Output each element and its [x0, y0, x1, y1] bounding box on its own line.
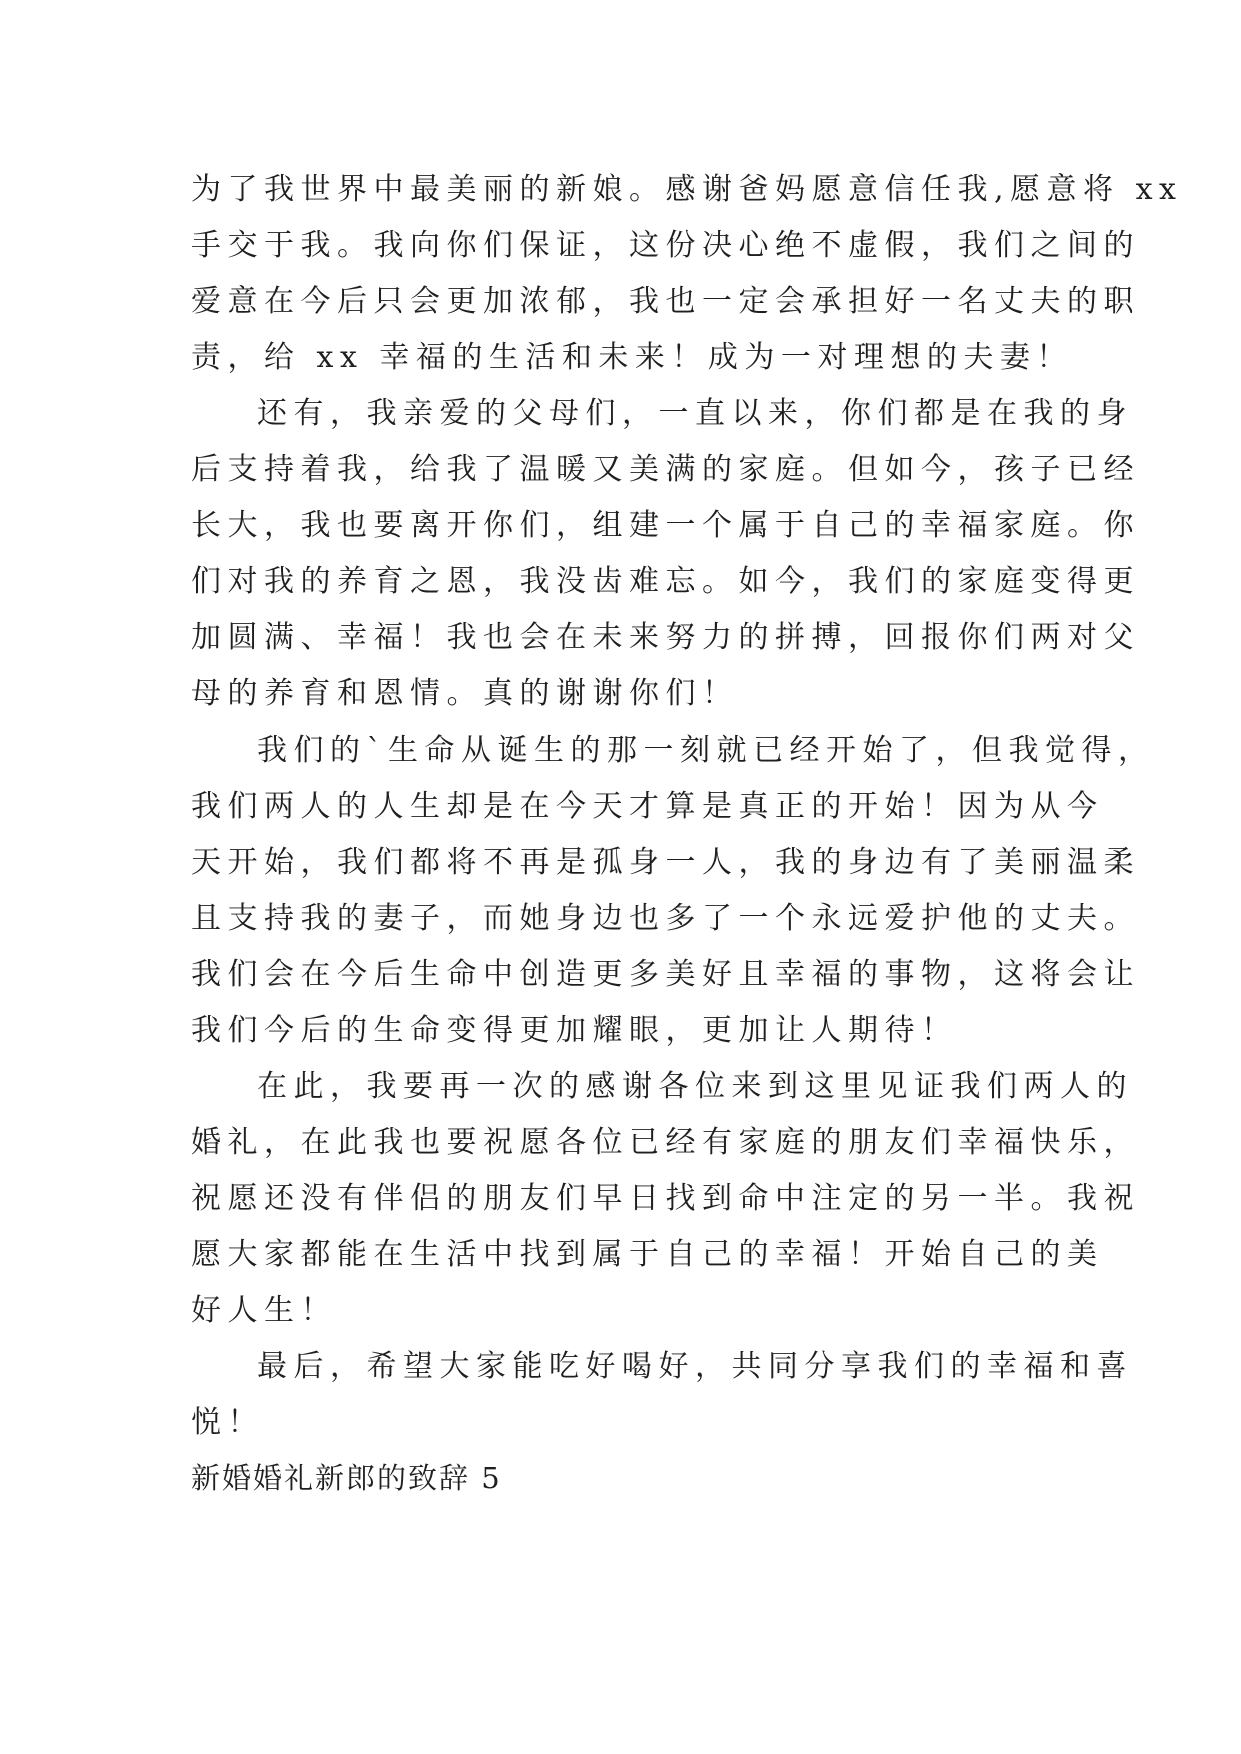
- paragraph-line: 长大，我也要离开你们，组建一个属于自己的幸福家庭。你: [191, 508, 1140, 543]
- paragraph-line: 婚礼，在此我也要祝愿各位已经有家庭的朋友们幸福快乐，: [191, 1125, 1140, 1160]
- paragraph-line: 好人生！: [191, 1293, 337, 1328]
- paragraph-line: 祝愿还没有伴侣的朋友们早日找到命中注定的另一半。我祝: [191, 1181, 1140, 1216]
- paragraph-line: 我们会在今后生命中创造更多美好且幸福的事物，这将会让: [191, 957, 1140, 992]
- paragraph-line: 我们的`生命从诞生的那一刻就已经开始了，但我觉得，: [257, 733, 1155, 768]
- paragraph-line: 手交于我。我向你们保证，这份决心绝不虚假，我们之间的: [191, 228, 1140, 263]
- paragraph-line: 们对我的养育之恩，我没齿难忘。如今，我们的家庭变得更: [191, 564, 1140, 599]
- paragraph-line: 后支持着我，给我了温暖又美满的家庭。但如今，孩子已经: [191, 452, 1140, 487]
- paragraph-line: 为了我世界中最美丽的新娘。感谢爸妈愿意信任我,愿意将 xx: [191, 172, 1183, 207]
- paragraph-line: 还有，我亲爱的父母们，一直以来，你们都是在我的身: [257, 396, 1133, 431]
- paragraph-line: 爱意在今后只会更加浓郁，我也一定会承担好一名丈夫的职: [191, 284, 1140, 319]
- paragraph-line: 责，给 xx 幸福的生活和未来！成为一对理想的夫妻！: [191, 340, 1073, 375]
- paragraph-line: 母的养育和恩情。真的谢谢你们！: [191, 676, 739, 711]
- paragraph-line: 我们两人的人生却是在今天才算是真正的开始！因为从今: [191, 789, 1104, 824]
- section-heading: 新婚婚礼新郎的致辞 5: [191, 1461, 502, 1495]
- paragraph-line: 愿大家都能在生活中找到属于自己的幸福！开始自己的美: [191, 1237, 1104, 1272]
- paragraph-line: 天开始，我们都将不再是孤身一人，我的身边有了美丽温柔: [191, 845, 1140, 880]
- paragraph-line: 最后，希望大家能吃好喝好，共同分享我们的幸福和喜: [257, 1349, 1133, 1384]
- paragraph-line: 悦！: [191, 1405, 264, 1440]
- paragraph-line: 在此，我要再一次的感谢各位来到这里见证我们两人的: [257, 1069, 1133, 1104]
- paragraph-line: 且支持我的妻子，而她身边也多了一个永远爱护他的丈夫。: [191, 901, 1140, 936]
- paragraph-line: 加圆满、幸福！我也会在未来努力的拼搏，回报你们两对父: [191, 620, 1140, 655]
- paragraph-line: 我们今后的生命变得更加耀眼，更加让人期待！: [191, 1013, 958, 1048]
